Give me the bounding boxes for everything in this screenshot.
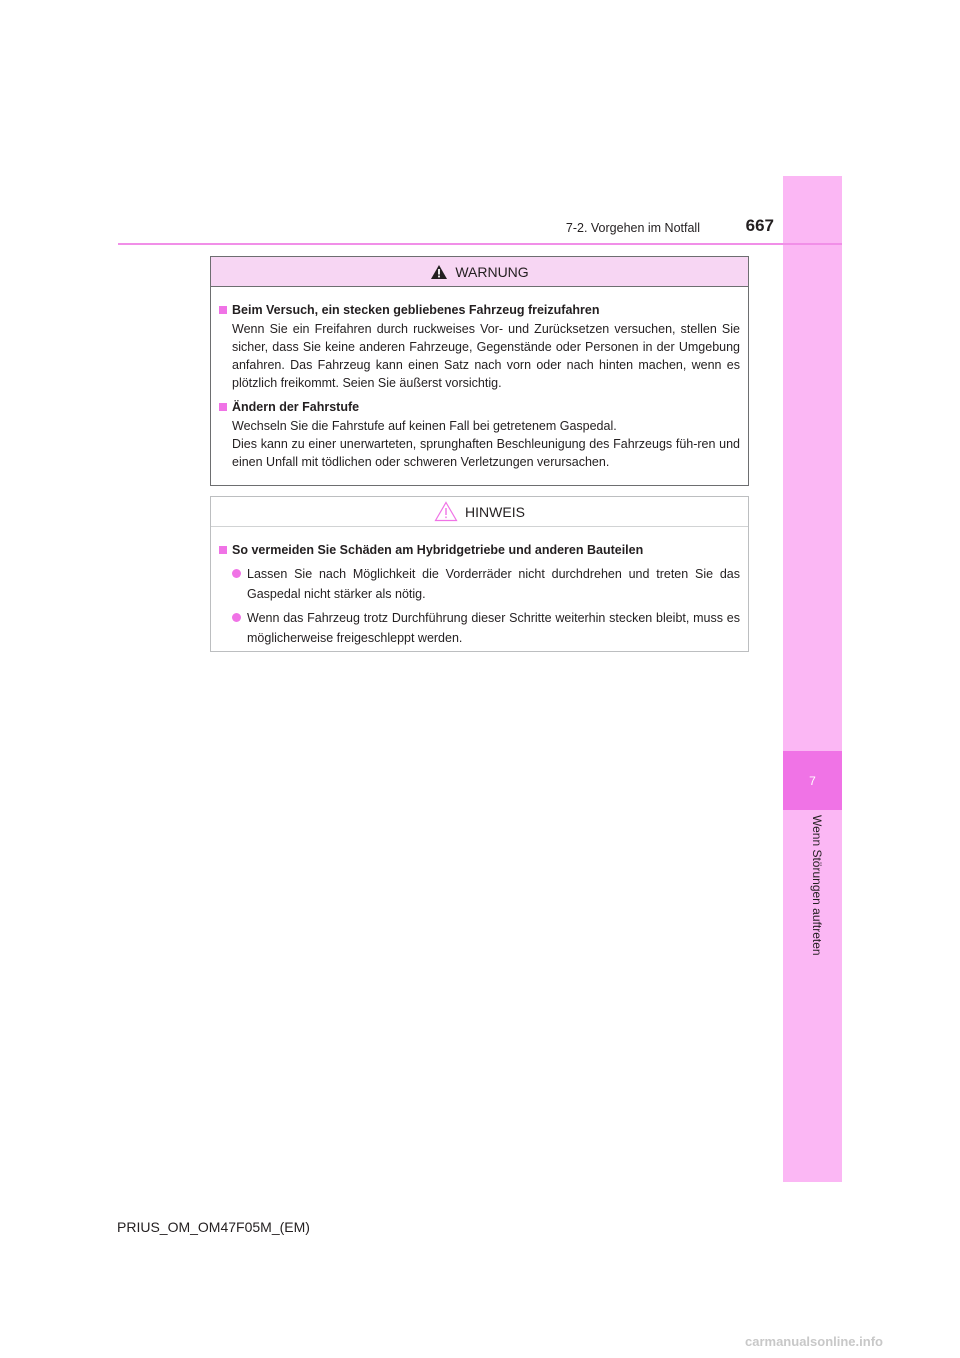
round-bullet-icon — [232, 613, 241, 622]
hint-bullet-text: Lassen Sie nach Möglichkeit die Vorderräder nicht durchdrehen und treten Sie das Gaspedal nicht stärker als nötig. — [247, 567, 740, 601]
watermark: carmanualsonline.info — [745, 1334, 883, 1349]
hint-header — [211, 497, 748, 527]
warning-item-heading: Beim Versuch, ein stecken gebliebenes Fahrzeug freizufahren — [232, 303, 600, 317]
chapter-number: 7 — [783, 751, 842, 810]
square-bullet-icon — [219, 403, 227, 411]
warning-triangle-icon — [430, 264, 448, 280]
warning-title: WARNUNG — [455, 263, 529, 280]
warning-item-heading: Ändern der Fahrstufe — [232, 400, 360, 414]
chapter-side-tab — [783, 176, 842, 1182]
square-bullet-icon — [219, 306, 227, 314]
warning-header — [211, 257, 748, 287]
document-code: PRIUS_OM_OM47F05M_(EM) — [117, 1219, 310, 1235]
section-title: 7-2. Vorgehen im Notfall — [565, 221, 700, 235]
hint-title: HINWEIS — [465, 503, 525, 520]
square-bullet-icon — [219, 546, 227, 554]
hint-bullet-text: Wenn das Fahrzeug trotz Durchführung dieser Schritte weiterhin stecken bleibt, muss es möglicherweise freigeschleppt werden. — [247, 611, 740, 645]
caution-triangle-icon — [434, 501, 458, 522]
page-number: 667 — [745, 216, 774, 235]
warning-item-text: Wenn Sie ein Freifahren durch ruckweises Vor- und Zurücksetzen versuchen, stellen Sie sicher, dass Sie keine anderen Fahrzeuge, Gegenstände oder Personen in der Umgebung anfahren. Das Fahrzeug kann einen Satz nach vorn oder nach hinten machen, wenn es plötzlich freikommt. Seien Sie äußerst vorsichtig. — [232, 322, 740, 390]
warning-item-text: Wechseln Sie die Fahrstufe auf keinen Fall bei getretenem Gaspedal. — [232, 419, 617, 433]
warning-box — [210, 256, 749, 486]
hint-box — [210, 496, 749, 652]
warning-item-text: Dies kann zu einer unerwarteten, sprunghaften Beschleunigung des Fahrzeugs füh-ren und einen Unfall mit tödlichen oder schweren Verletzungen verursachen. — [232, 437, 740, 469]
warning-item — [219, 398, 740, 471]
hint-heading: So vermeiden Sie Schäden am Hybridgetriebe und anderen Bauteilen — [232, 543, 644, 557]
chapter-title: Wenn Störungen auftreten — [810, 815, 824, 956]
round-bullet-icon — [232, 569, 241, 578]
header-divider — [118, 243, 842, 245]
warning-item — [219, 301, 740, 392]
list-item — [232, 564, 740, 604]
list-item — [232, 608, 740, 648]
